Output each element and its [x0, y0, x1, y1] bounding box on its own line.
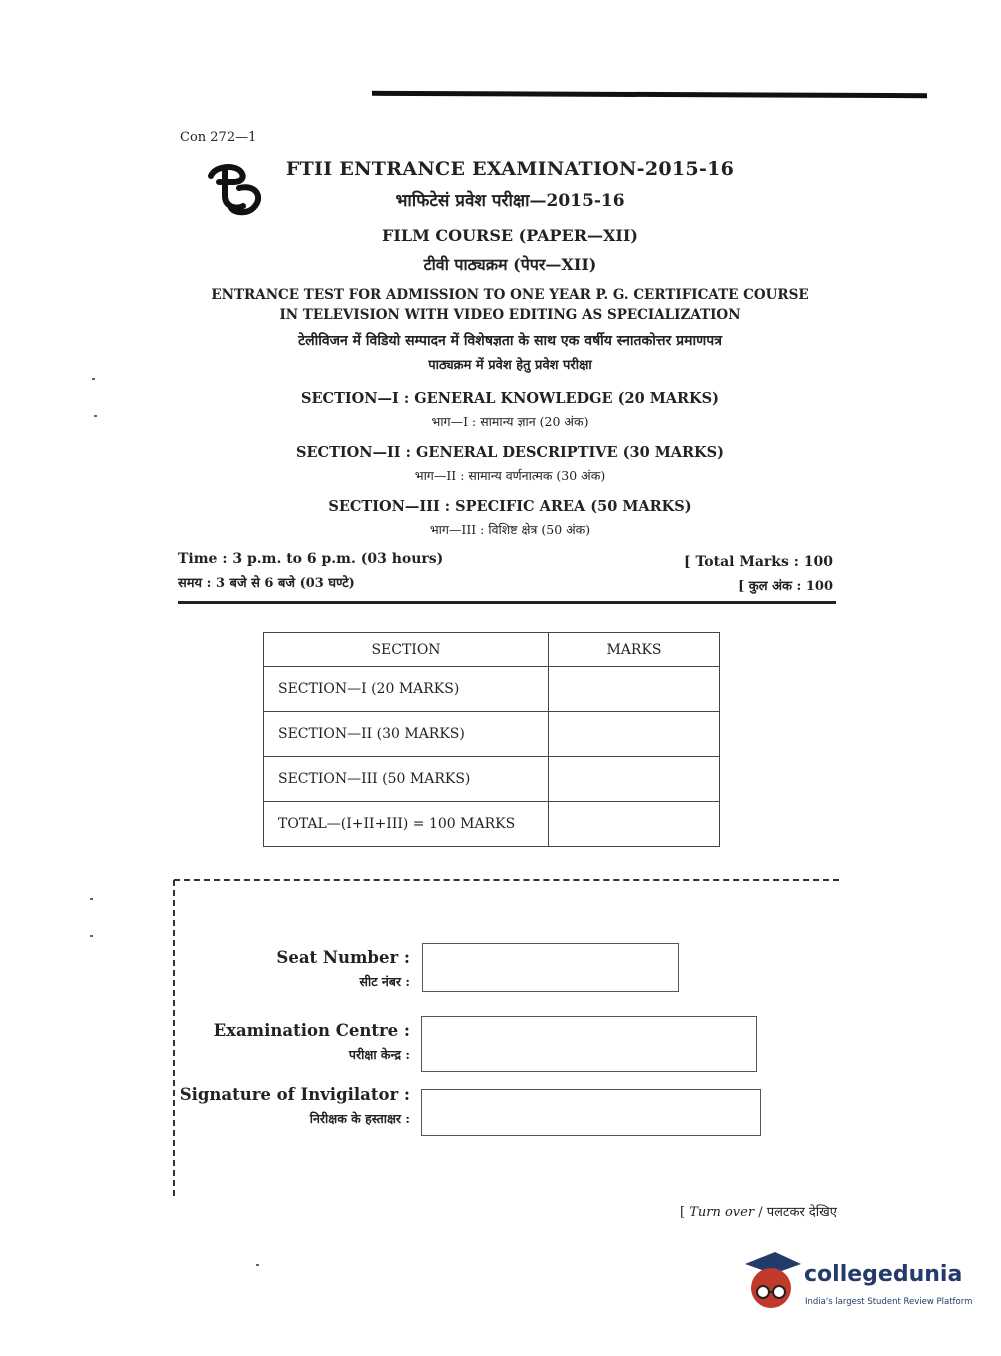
table-cell-marks[interactable]	[549, 757, 720, 802]
top-rule	[372, 91, 927, 98]
table-cell-section: SECTION—III (50 MARKS)	[264, 757, 549, 802]
table-row	[264, 757, 720, 802]
description-hindi-line-2: पाठ्यक्रम में प्रवेश हेतु प्रवेश परीक्षा	[428, 358, 592, 373]
table-cell-marks[interactable]	[549, 802, 720, 847]
divider	[178, 601, 836, 604]
ftii-logo-icon	[205, 162, 267, 220]
table-header-marks: MARKS	[549, 633, 720, 667]
turn-over-text: Turn over	[689, 1205, 755, 1220]
table-row	[264, 712, 720, 757]
section-3-heading-hindi: भाग—III : विशिष्ट क्षेत्र (50 अंक)	[429, 522, 591, 537]
table-row	[264, 667, 720, 712]
seat-number-field[interactable]	[422, 943, 679, 992]
section-3-heading: SECTION—III : SPECIFIC AREA (50 MARKS)	[328, 498, 692, 515]
section-1-heading: SECTION—I : GENERAL KNOWLEDGE (20 MARKS)	[301, 390, 719, 407]
form-frame-top	[174, 879, 839, 881]
section-1-heading-hindi: भाग—I : सामान्य ज्ञान (20 अंक)	[431, 414, 589, 429]
scan-speck	[90, 898, 93, 900]
exam-centre-label: Examination Centre :	[213, 1021, 410, 1040]
description-line-2: IN TELEVISION WITH VIDEO EDITING AS SPECIALIZATION	[279, 307, 741, 323]
seat-number-label-hindi: सीट नंबर :	[359, 974, 410, 989]
paper-code: Con 272—1	[180, 130, 257, 145]
invigilator-label: Signature of Invigilator :	[179, 1085, 410, 1104]
course-title: FILM COURSE (PAPER—XII)	[382, 226, 638, 245]
total-marks-hindi: [ कुल अंक : 100	[738, 579, 833, 594]
exam-time: Time : 3 p.m. to 6 p.m. (03 hours)	[178, 551, 444, 567]
scan-speck	[92, 378, 95, 380]
table-cell-section: SECTION—I (20 MARKS)	[264, 667, 549, 712]
exam-centre-label-hindi: परीक्षा केन्द्र :	[348, 1047, 410, 1062]
seat-number-label: Seat Number :	[276, 948, 410, 967]
invigilator-label-hindi: निरीक्षक के हस्ताक्षर :	[309, 1111, 410, 1126]
scan-speck	[90, 935, 93, 937]
scan-speck	[256, 1264, 259, 1266]
table-header-section: SECTION	[264, 633, 549, 667]
exam-centre-field[interactable]	[421, 1016, 757, 1072]
turn-over-note: [ Turn over / पलटकर देखिए	[680, 1205, 837, 1220]
course-title-hindi: टीवी पाठ्यक्रम (पेपर—XII)	[423, 255, 597, 274]
brand-tagline: India's largest Student Review Platform	[805, 1297, 973, 1307]
section-2-heading-hindi: भाग—II : सामान्य वर्णनात्मक (30 अंक)	[414, 468, 606, 483]
turn-over-text-hindi: पलटकर देखिए	[766, 1205, 837, 1220]
section-2-heading: SECTION—II : GENERAL DESCRIPTIVE (30 MARKS)	[296, 444, 724, 461]
description-hindi-line-1: टेलीविजन में विडियो सम्पादन में विशेषज्ञता के साथ एक वर्षीय स्नातकोत्तर प्रमाणपत्र	[298, 333, 722, 349]
exam-title-hindi: भाफिटेसं प्रवेश परीक्षा—2015-16	[395, 191, 625, 211]
table-cell-section: TOTAL—(I+II+III) = 100 MARKS	[264, 802, 549, 847]
table-header-row	[264, 633, 720, 667]
exam-time-hindi: समय : 3 बजे से 6 बजे (03 घण्टे)	[178, 576, 355, 591]
table-row	[264, 802, 720, 847]
invigilator-signature-field[interactable]	[421, 1089, 761, 1136]
table-cell-section: SECTION—II (30 MARKS)	[264, 712, 549, 757]
scan-speck	[94, 415, 97, 417]
exam-title: FTII ENTRANCE EXAMINATION-2015-16	[285, 158, 735, 180]
marks-table	[263, 632, 720, 847]
brand-name: collegedunia	[804, 1262, 963, 1287]
table-cell-marks[interactable]	[549, 667, 720, 712]
table-cell-marks[interactable]	[549, 712, 720, 757]
description-line-1: ENTRANCE TEST FOR ADMISSION TO ONE YEAR P. G. CERTIFICATE COURSE	[211, 287, 809, 303]
total-marks: [ Total Marks : 100	[683, 554, 833, 570]
